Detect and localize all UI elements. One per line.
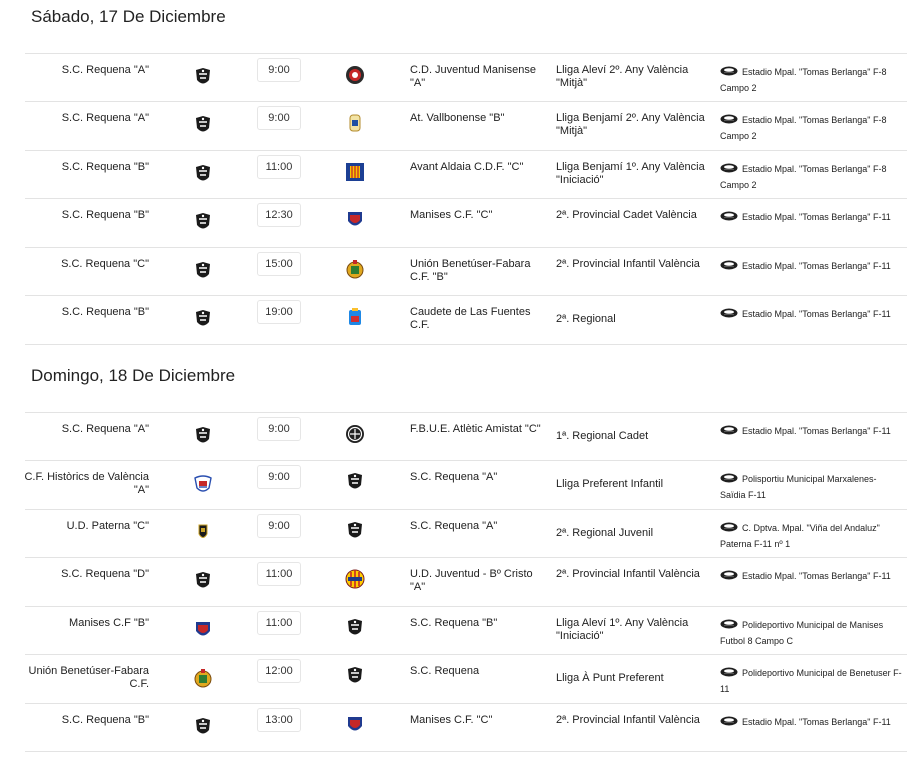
requena-crest-icon bbox=[344, 520, 366, 542]
requena-crest-icon bbox=[192, 66, 214, 88]
match-row[interactable] bbox=[25, 101, 907, 149]
stadium-icon bbox=[720, 162, 738, 172]
match-row[interactable] bbox=[25, 654, 907, 702]
stadium-icon bbox=[720, 259, 738, 269]
home-team[interactable]: S.C. Requena "B" bbox=[61, 161, 149, 173]
manises-crest-icon bbox=[192, 619, 214, 641]
match-row[interactable] bbox=[25, 509, 907, 557]
kickoff-time: 9:00 bbox=[257, 514, 301, 538]
match-row[interactable] bbox=[25, 412, 907, 460]
venue-name: Estadio Mpal. "Tomas Berlanga" F-11 bbox=[742, 571, 891, 581]
venue-name: Polisportiu Municipal Marxalenes-Saïdia F-11 bbox=[720, 474, 877, 500]
competition-name[interactable]: Lliga Benjamí 2º. Any València "Mitjà" bbox=[556, 112, 705, 137]
away-team[interactable]: S.C. Requena "B" bbox=[410, 617, 498, 629]
cristo-crest-icon bbox=[344, 568, 366, 590]
home-team[interactable]: S.C. Requena "B" bbox=[61, 714, 149, 726]
manises-crest-icon bbox=[344, 209, 366, 231]
home-team[interactable]: Unión Benetúser-Fabara C.F. bbox=[28, 665, 149, 690]
stadium-icon bbox=[720, 618, 738, 628]
competition-name[interactable]: Lliga Aleví 2º. Any València "Mitjà" bbox=[556, 64, 689, 89]
venue-location[interactable] bbox=[720, 520, 902, 552]
stadium-icon bbox=[720, 569, 738, 579]
stadium-icon bbox=[720, 666, 738, 676]
home-team[interactable]: S.C. Requena "A" bbox=[61, 64, 149, 76]
kickoff-time: 13:00 bbox=[257, 708, 301, 732]
competition-name[interactable]: Lliga Aleví 1º. Any València "Iniciació" bbox=[556, 617, 689, 642]
home-team[interactable]: S.C. Requena "A" bbox=[61, 423, 149, 435]
match-row[interactable] bbox=[25, 53, 907, 101]
competition-name[interactable]: 2ª. Provincial Cadet València bbox=[556, 209, 697, 221]
kickoff-time: 9:00 bbox=[257, 106, 301, 130]
home-team[interactable]: C.F. Històrics de València "A" bbox=[24, 471, 149, 496]
venue-location[interactable] bbox=[720, 423, 902, 439]
home-team[interactable]: S.C. Requena "C" bbox=[61, 258, 149, 270]
away-team[interactable]: S.C. Requena "A" bbox=[410, 520, 498, 532]
match-row[interactable] bbox=[25, 557, 907, 605]
kickoff-time: 19:00 bbox=[257, 300, 301, 324]
venue-name: Estadio Mpal. "Tomas Berlanga" F-8 Campo 2 bbox=[720, 164, 887, 190]
requena-crest-icon bbox=[192, 716, 214, 738]
away-team[interactable]: At. Vallbonense "B" bbox=[410, 112, 505, 124]
stadium-icon bbox=[720, 65, 738, 75]
historics-crest-icon bbox=[192, 473, 214, 495]
home-team[interactable]: U.D. Paterna "C" bbox=[66, 520, 149, 532]
requena-crest-icon bbox=[344, 617, 366, 639]
stadium-icon bbox=[720, 472, 738, 482]
requena-crest-icon bbox=[344, 471, 366, 493]
kickoff-time: 9:00 bbox=[257, 58, 301, 82]
competition-name[interactable]: 2ª. Regional Juvenil bbox=[556, 527, 654, 539]
match-row[interactable] bbox=[25, 247, 907, 295]
match-row[interactable] bbox=[25, 150, 907, 198]
requena-crest-icon bbox=[192, 308, 214, 330]
away-team[interactable]: Unión Benetúser-Fabara C.F. "B" bbox=[410, 258, 531, 283]
away-team[interactable]: Caudete de Las Fuentes C.F. bbox=[410, 306, 531, 331]
venue-name: Polideportivo Municipal de Manises Futbol 8 Campo C bbox=[720, 620, 884, 646]
venue-name: Estadio Mpal. "Tomas Berlanga" F-11 bbox=[742, 717, 891, 727]
kickoff-time: 12:00 bbox=[257, 659, 301, 683]
venue-name: Estadio Mpal. "Tomas Berlanga" F-11 bbox=[742, 212, 891, 222]
kickoff-time: 11:00 bbox=[257, 155, 301, 179]
venue-location[interactable] bbox=[720, 209, 902, 225]
kickoff-time: 11:00 bbox=[257, 562, 301, 586]
match-row[interactable] bbox=[25, 703, 907, 751]
stadium-icon bbox=[720, 113, 738, 123]
home-team[interactable]: S.C. Requena "B" bbox=[61, 209, 149, 221]
benetuser-crest-icon bbox=[344, 258, 366, 280]
competition-name[interactable]: 2ª. Provincial Infantil València bbox=[556, 258, 700, 270]
away-team[interactable]: Manises C.F. "C" bbox=[410, 209, 493, 221]
home-team[interactable]: S.C. Requena "B" bbox=[61, 306, 149, 318]
venue-name: Polideportivo Municipal de Benetuser F-11 bbox=[720, 668, 902, 694]
venue-location[interactable] bbox=[720, 714, 902, 730]
venue-location[interactable] bbox=[720, 471, 902, 503]
match-row[interactable] bbox=[25, 460, 907, 508]
manises-crest-icon bbox=[344, 714, 366, 736]
venue-name: Estadio Mpal. "Tomas Berlanga" F-11 bbox=[742, 309, 891, 319]
benetuser-crest-icon bbox=[192, 667, 214, 689]
kickoff-time: 9:00 bbox=[257, 465, 301, 489]
manisense-crest-icon bbox=[344, 64, 366, 86]
paterna-crest-icon bbox=[192, 522, 214, 544]
away-team[interactable]: U.D. Juventud - Bº Cristo "A" bbox=[410, 568, 533, 593]
venue-location[interactable] bbox=[720, 568, 902, 584]
venue-location[interactable] bbox=[720, 112, 902, 144]
aldaia-crest-icon bbox=[344, 161, 366, 183]
stadium-icon bbox=[720, 715, 738, 725]
requena-crest-icon bbox=[192, 211, 214, 233]
venue-location[interactable] bbox=[720, 64, 902, 96]
competition-name[interactable]: 2ª. Provincial Infantil València bbox=[556, 714, 700, 726]
home-team[interactable]: Manises C.F "B" bbox=[69, 617, 149, 629]
kickoff-time: 9:00 bbox=[257, 417, 301, 441]
competition-name[interactable]: Lliga Benjamí 1º. Any València "Iniciació" bbox=[556, 161, 705, 186]
requena-crest-icon bbox=[192, 570, 214, 592]
competition-name[interactable]: 1ª. Regional Cadet bbox=[556, 430, 649, 442]
venue-location[interactable] bbox=[720, 161, 902, 193]
venue-name: Estadio Mpal. "Tomas Berlanga" F-11 bbox=[742, 261, 891, 271]
stadium-icon bbox=[720, 424, 738, 434]
match-row[interactable] bbox=[25, 295, 907, 343]
requena-crest-icon bbox=[192, 114, 214, 136]
day-title: Domingo, 18 De Diciembre bbox=[31, 366, 236, 385]
venue-location[interactable] bbox=[720, 258, 902, 274]
vallbonense-crest-icon bbox=[344, 112, 366, 134]
kickoff-time: 11:00 bbox=[257, 611, 301, 635]
venue-name: C. Dptva. Mpal. "Viña del Andaluz" Paterna F-11 nº 1 bbox=[720, 523, 880, 549]
divider bbox=[25, 344, 907, 345]
competition-name[interactable]: 2ª. Regional bbox=[556, 313, 616, 325]
venue-name: Estadio Mpal. "Tomas Berlanga" F-8 Campo 2 bbox=[720, 115, 887, 141]
amistat-crest-icon bbox=[344, 423, 366, 445]
competition-name[interactable]: Lliga À Punt Preferent bbox=[556, 672, 664, 684]
stadium-icon bbox=[720, 521, 738, 531]
divider bbox=[25, 751, 907, 752]
stadium-icon bbox=[720, 210, 738, 220]
requena-crest-icon bbox=[192, 425, 214, 447]
competition-name[interactable]: 2ª. Provincial Infantil València bbox=[556, 568, 700, 580]
competition-name[interactable]: Lliga Preferent Infantil bbox=[556, 478, 664, 490]
requena-crest-icon bbox=[192, 163, 214, 185]
away-team[interactable]: Manises C.F. "C" bbox=[410, 714, 493, 726]
away-team[interactable]: S.C. Requena "A" bbox=[410, 471, 498, 483]
kickoff-time: 12:30 bbox=[257, 203, 301, 227]
away-team[interactable]: S.C. Requena bbox=[410, 665, 480, 677]
venue-name: Estadio Mpal. "Tomas Berlanga" F-8 Campo 2 bbox=[720, 67, 887, 93]
home-team[interactable]: S.C. Requena "D" bbox=[61, 568, 149, 580]
venue-name: Estadio Mpal. "Tomas Berlanga" F-11 bbox=[742, 426, 891, 436]
match-row[interactable] bbox=[25, 606, 907, 654]
day-title: Sábado, 17 De Diciembre bbox=[31, 7, 226, 26]
venue-location[interactable] bbox=[720, 617, 902, 649]
home-team[interactable]: S.C. Requena "A" bbox=[61, 112, 149, 124]
venue-location[interactable] bbox=[720, 306, 902, 322]
venue-location[interactable] bbox=[720, 665, 902, 697]
away-team[interactable]: Avant Aldaia C.D.F. "C" bbox=[410, 161, 524, 173]
away-team[interactable]: F.B.U.E. Atlètic Amistat "C" bbox=[410, 423, 541, 435]
requena-crest-icon bbox=[344, 665, 366, 687]
kickoff-time: 15:00 bbox=[257, 252, 301, 276]
away-team[interactable]: C.D. Juventud Manisense "A" bbox=[410, 64, 536, 89]
caudete-crest-icon bbox=[344, 306, 366, 328]
requena-crest-icon bbox=[192, 260, 214, 282]
match-row[interactable] bbox=[25, 198, 907, 246]
stadium-icon bbox=[720, 307, 738, 317]
